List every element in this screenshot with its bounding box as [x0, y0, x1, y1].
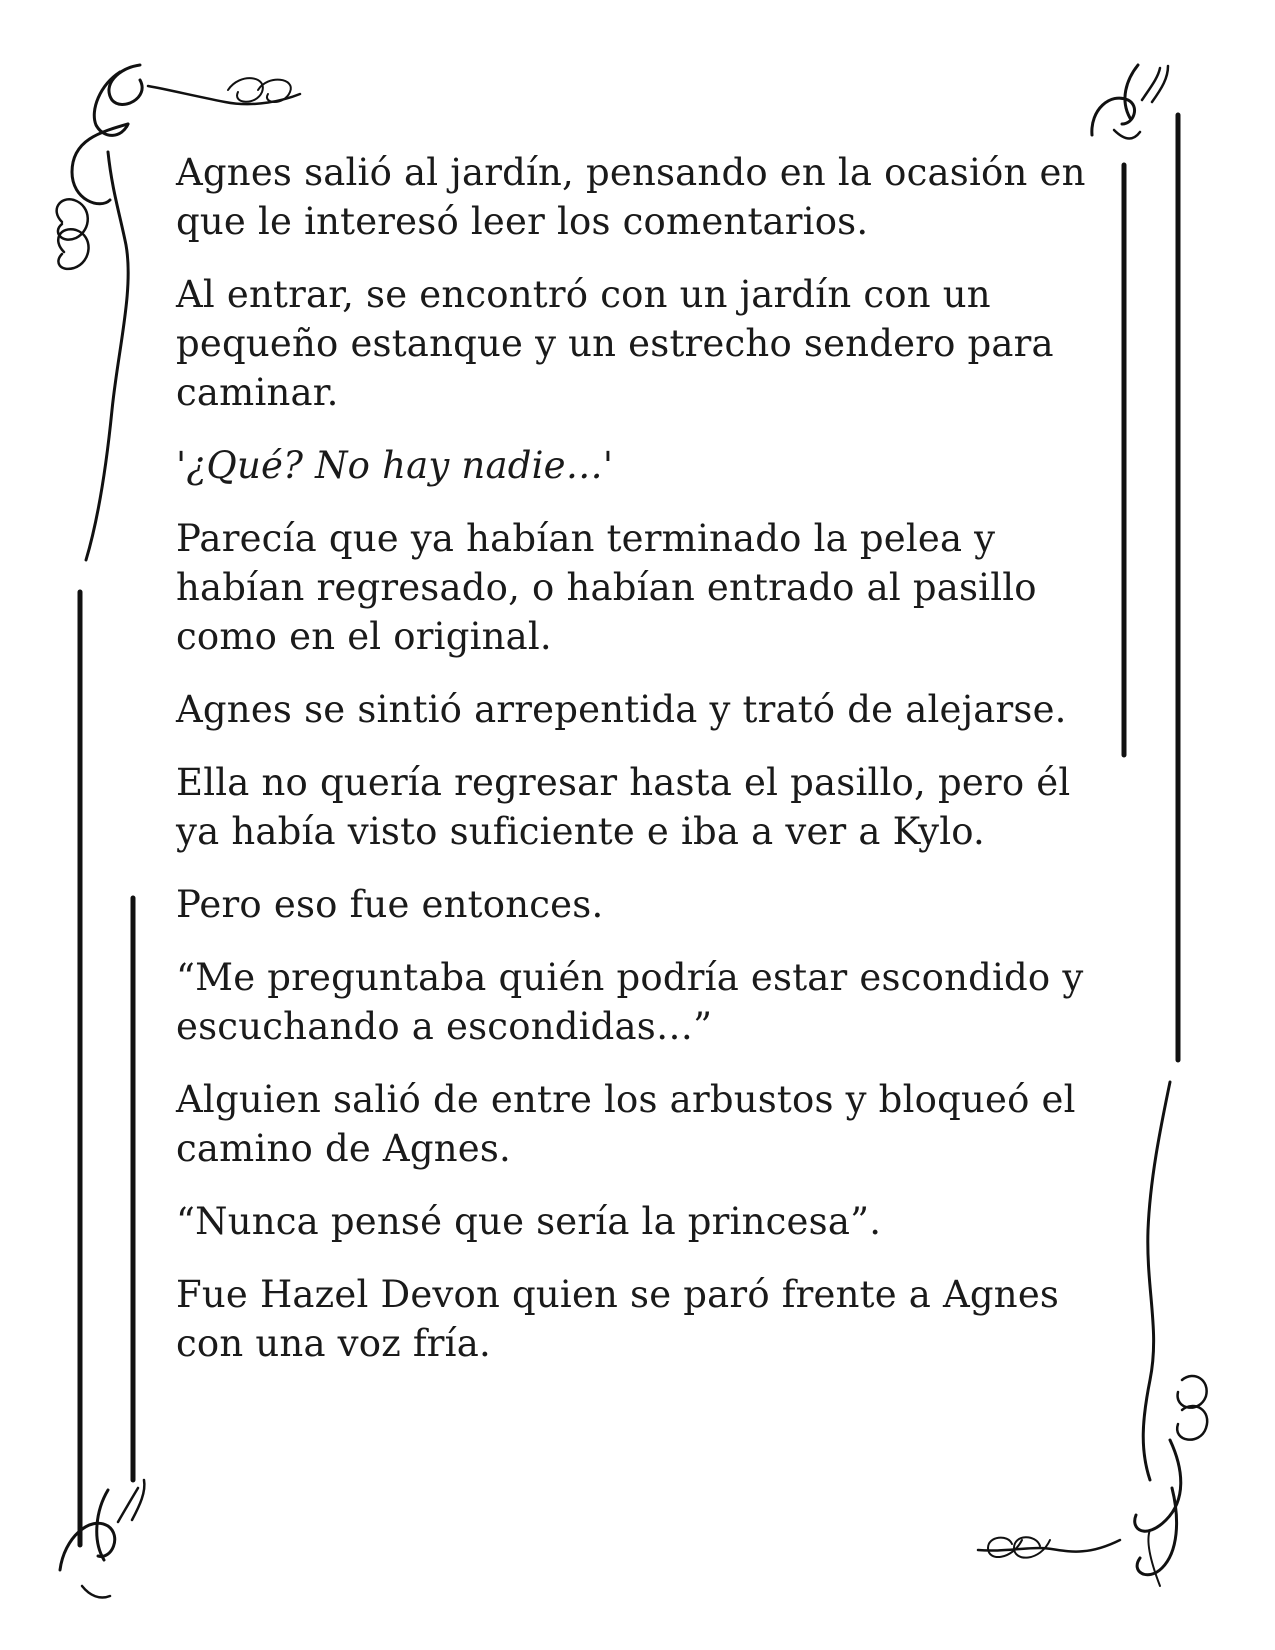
- paragraph-8-dialogue: “Me preguntaba quién podría estar escondido y escuchando a escondidas…”: [176, 956, 1084, 1048]
- paragraph-9: Alguien salió de entre los arbustos y bloqueó el camino de Agnes.: [176, 1078, 1076, 1170]
- paragraph-3-thought: '¿Qué? No hay nadie…': [176, 444, 614, 487]
- paragraph-2: Al entrar, se encontró con un jardín con un pequeño estanque y un estrecho sendero para caminar.: [176, 273, 1054, 414]
- paragraph-4: Parecía que ya habían terminado la pelea y habían regresado, o habían entrado al pasillo como en el original.: [176, 517, 1037, 658]
- paragraph-1: Agnes salió al jardín, pensando en la ocasión en que le interesó leer los comentarios.: [176, 151, 1086, 243]
- paragraph-7: Pero eso fue entonces.: [176, 883, 604, 926]
- story-text: [176, 148, 1106, 1392]
- paragraph-11: Fue Hazel Devon quien se paró frente a Agnes con una voz fría.: [176, 1273, 1060, 1365]
- paragraph-6: Ella no quería regresar hasta el pasillo, pero él ya había visto suficiente e iba a ver a Kylo.: [176, 761, 1071, 853]
- bottom-left-flourish: [60, 1480, 144, 1598]
- paragraph-5: Agnes se sintió arrepentida y trató de alejarse.: [176, 688, 1067, 731]
- paragraph-10-dialogue: “Nunca pensé que sería la princesa”.: [176, 1200, 882, 1243]
- top-right-flourish: [1092, 65, 1168, 139]
